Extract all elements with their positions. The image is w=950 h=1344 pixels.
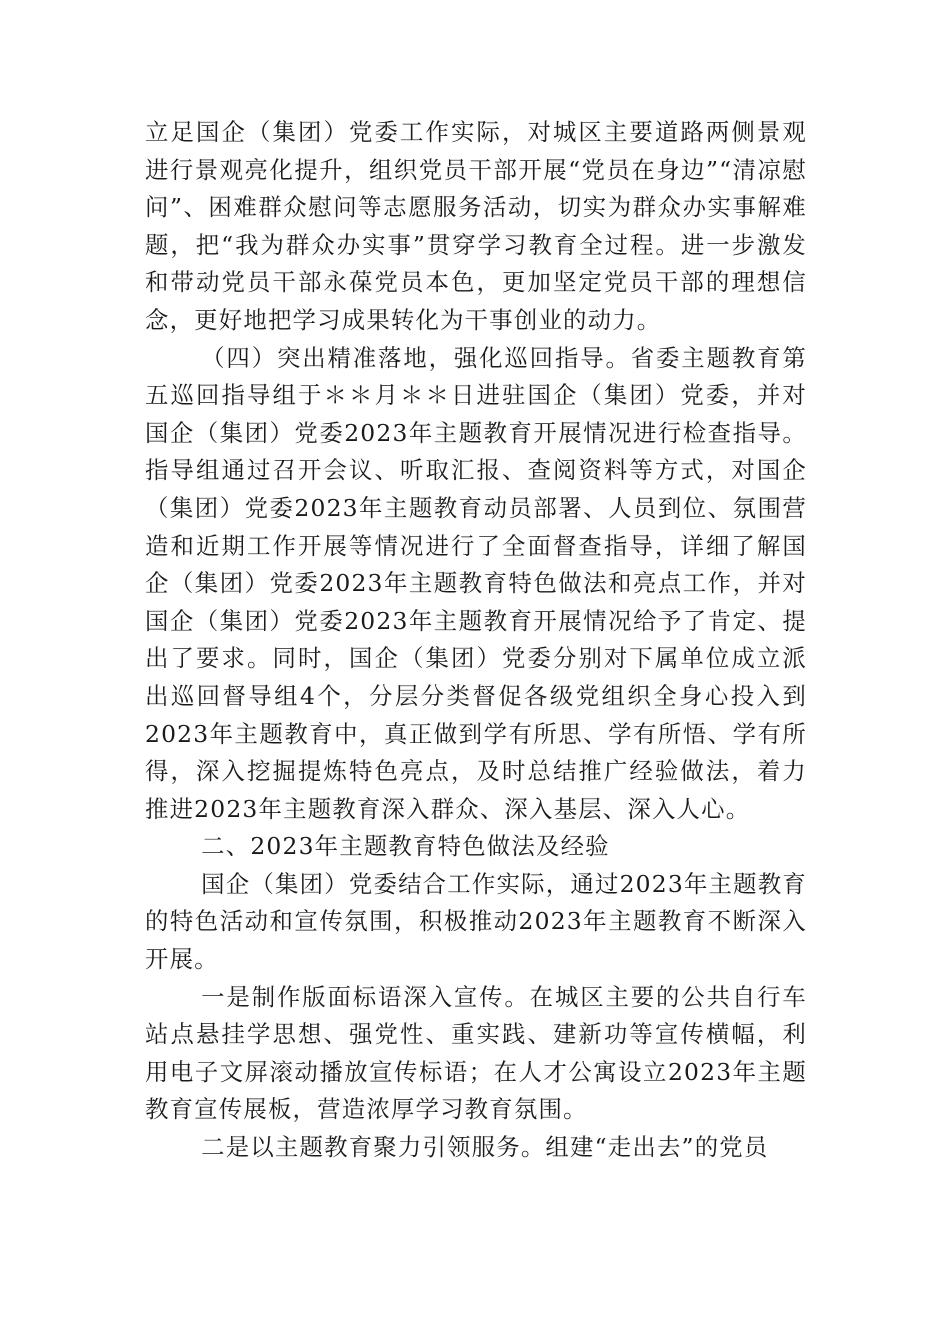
paragraph-inspection-guidance: （四）突出精准落地，强化巡回指导。省委主题教育第五巡回指导组于＊＊月＊＊日进驻国企（集团）党委，并对国企（集团）党委2023年主题教育开展情况进行检查指导。指导组通过召开会议、听取汇报、查阅资料等方式，对国企（集团）党委2023年主题教育动员部署、人员到位、氛围营造和近期工作开展等情况进行了全面督查指导，详细了解国企（集团）党委2023年主题教育特色做法和亮点工作，并对国企（集团）党委2023年主题教育开展情况给予了肯定、提出了要求。同时，国企（集团）党委分别对下属单位成立派出巡回督导组4个，分层分类督促各级党组织全身心投入到2023年主题教育中，真正做到学有所思、学有所悟、学有所得，深入挖掘提炼特色亮点，及时总结推广经验做法，着力推进2023年主题教育深入群众、深入基层、深入人心。	[145, 343, 807, 823]
paragraph-publicity: 一是制作版面标语深入宣传。在城区主要的公共自行车站点悬挂学思想、强党性、重实践、建新功等宣传横幅，利用电子文屏滚动播放宣传标语；在人才公寓设立2023年主题教育宣传展板，营造浓厚学习教育氛围。	[145, 982, 807, 1124]
paragraph-practices-intro: 国企（集团）党委结合工作实际，通过2023年主题教育的特色活动和宣传氛围，积极推动2023年主题教育不断深入开展。	[145, 869, 807, 974]
document-body	[145, 114, 807, 1167]
section-heading-practices: 二、2023年主题教育特色做法及经验	[201, 832, 610, 861]
paragraph-service: 二是以主题教育聚力引领服务。组建“走出去”的党员	[201, 1133, 769, 1162]
paragraph-community-service: 立足国企（集团）党委工作实际，对城区主要道路两侧景观进行景观亮化提升，组织党员干部开展“党员在身边”“清凉慰问”、困难群众慰问等志愿服务活动，切实为群众办实事解难题，把“我为群众办实事”贯穿学习教育全过程。进一步激发和带动党员干部永葆党员本色，更加坚定党员干部的理想信念，更好地把学习成果转化为干事创业的动力。	[145, 118, 807, 334]
